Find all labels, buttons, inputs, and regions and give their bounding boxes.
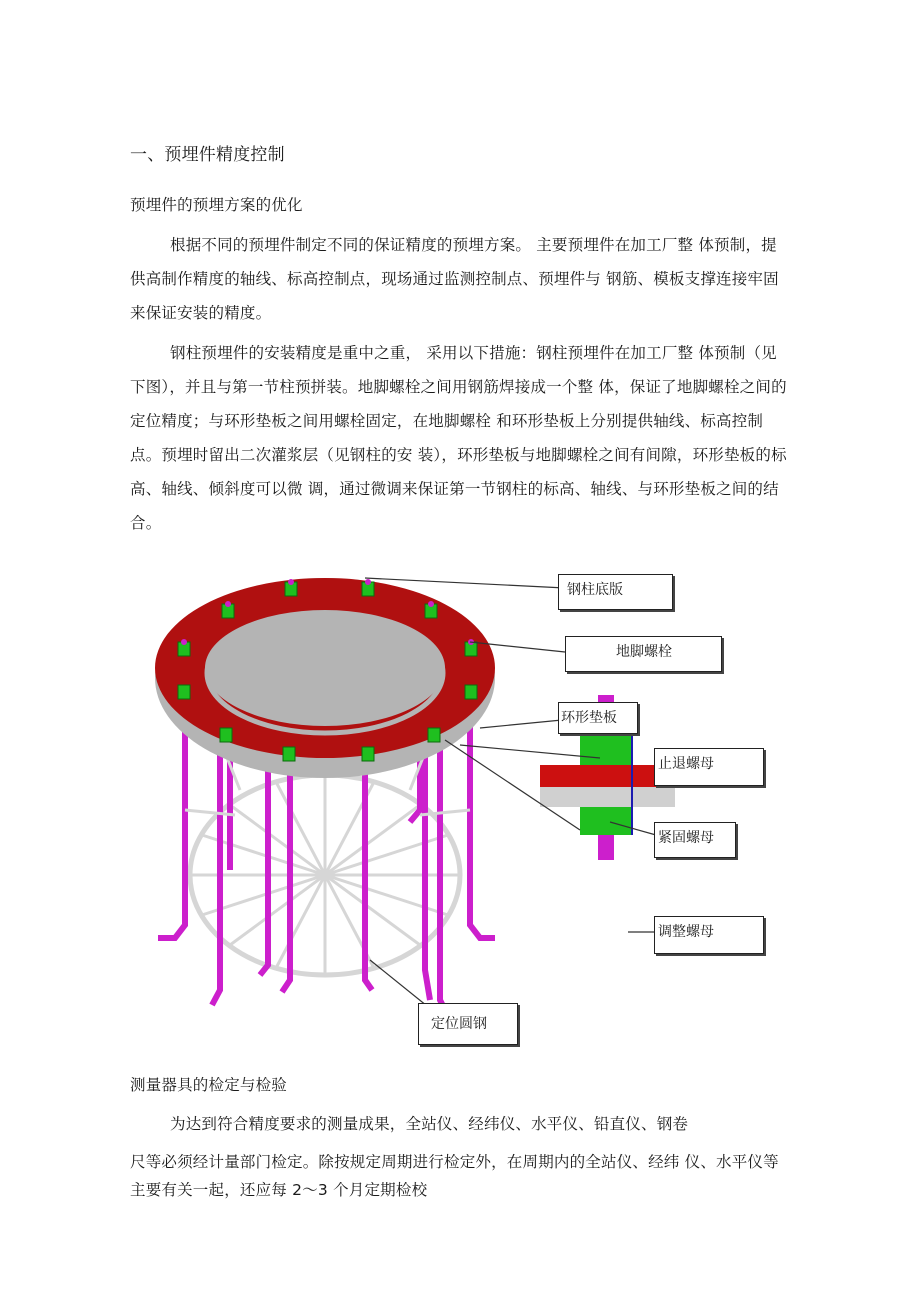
embed-assembly-drawing — [140, 560, 780, 1055]
paragraph-calibration-1: 为达到符合精度要求的测量成果，全站仪、经纬仪、水平仪、铅直仪、钢卷 — [170, 1115, 689, 1133]
label-tight-nut: 紧固螺母 — [654, 822, 736, 858]
label-stop-nut: 止退螺母 — [654, 748, 764, 786]
label-ring-pad: 环形垫板 — [558, 702, 638, 734]
column-embed-diagram — [140, 560, 780, 1055]
paragraph-calibration-2: 尺等必须经计量部门检定。除按规定周期进行检定外，在周期内的全站仪、经纬 仪、水平仪等主要有关一起，还应每 2～3 个月定期检校 — [130, 1153, 779, 1199]
label-steel-base-plate: 钢柱底版 — [558, 574, 673, 610]
subsection-title-instrument-calibration: 测量器具的检定与检验 — [130, 1076, 288, 1094]
paragraph-embed-plan: 根据不同的预埋件制定不同的保证精度的预埋方案。 主要预埋件在加工厂整 体预制，提供高制作精度的轴线、标高控制点，现场通过监测控制点、预埋件与 钢筋、模板支撑连接牢固来保证安装的精度。 — [130, 236, 779, 322]
section-title: 一、预埋件精度控制 — [130, 145, 285, 165]
label-anchor-bolt: 地脚螺栓 — [565, 636, 722, 672]
label-locating-steel: 定位圆钢 — [418, 1003, 518, 1045]
subsection-title-embed-optimization: 预埋件的预埋方案的优化 — [130, 196, 303, 214]
steel-base-plate-ring — [155, 578, 495, 778]
label-adjust-nut: 调整螺母 — [654, 916, 764, 954]
paragraph-column-embed: 钢柱预埋件的安装精度是重中之重， 采用以下措施：钢柱预埋件在加工厂整 体预制（见下图），并且与第一节柱预拼装。地脚螺栓之间用钢筋焊接成一个整 体，保证了地脚螺栓之间的定位精度；与环形垫板之间用螺栓固定，在地脚螺栓 和环形垫板上分别提供轴线、标高控制点。预埋时留出二次灌浆层（见钢柱的安 装），环形垫板与地脚螺栓之间有间隙，环形垫板的标高、轴线、倾斜度可以微 调，通过微调来保证第一节钢柱的标高、轴线、与环形垫板之间的结合。 — [130, 344, 787, 532]
